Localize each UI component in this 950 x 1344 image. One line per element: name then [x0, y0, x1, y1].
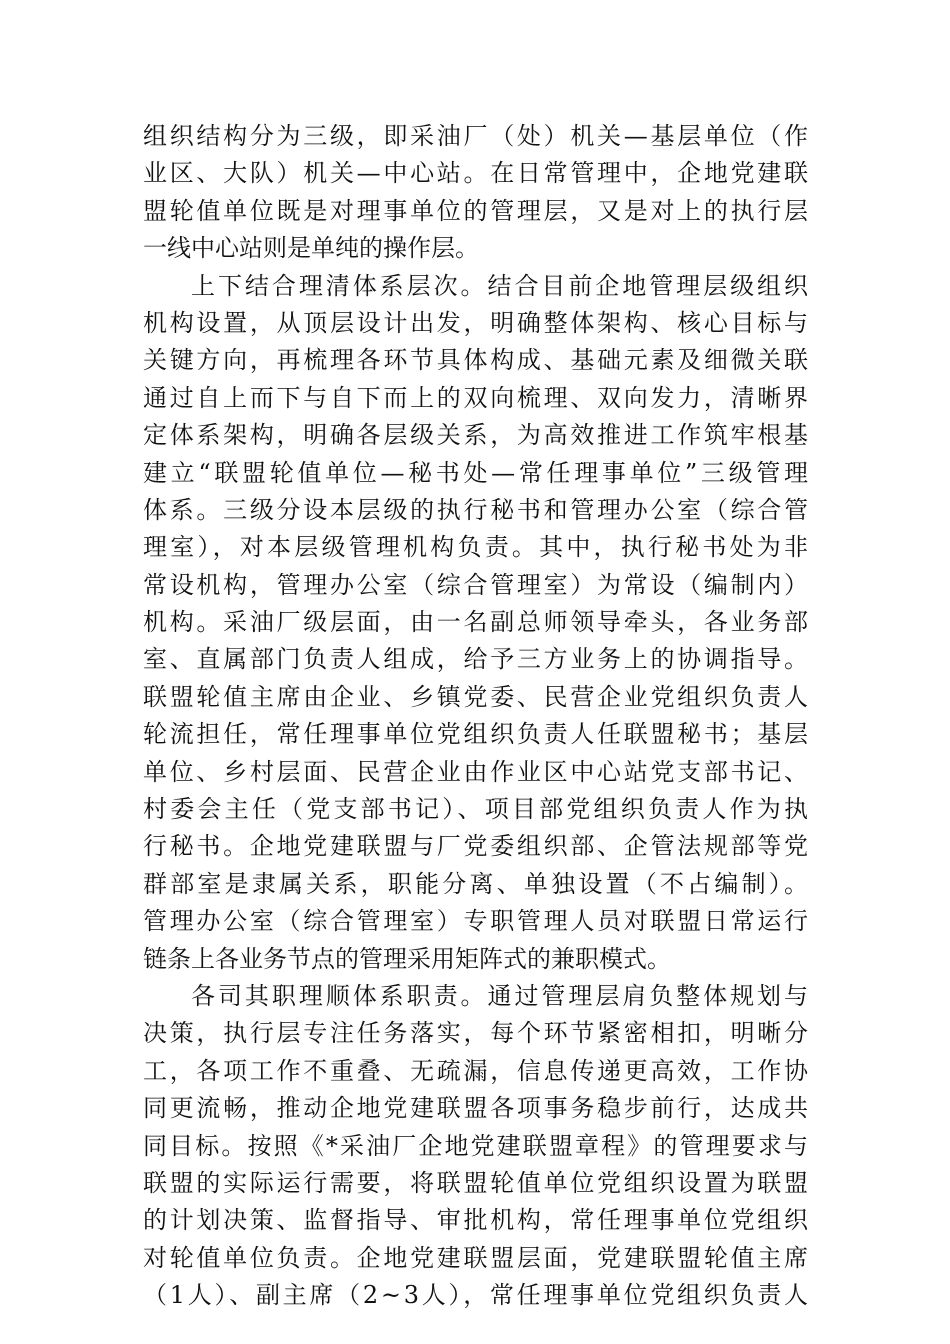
text-line: 理室），对本层级管理机构负责。其中，执行秘书处为非	[143, 533, 812, 562]
paragraph-first-line: 上下结合理清体系层次。结合目前企地管理层级组织	[191, 271, 811, 300]
text-line: 工，各项工作不重叠、无疏漏，信息传递更高效，工作协	[143, 1056, 811, 1085]
text-line: 决策，执行层专注任务落实，每个环节紧密相扣，明晰分	[143, 1019, 811, 1048]
text-line: 群部室是隶属关系，职能分离、单独设置（不占编制）。	[143, 869, 812, 898]
text-line: 一线中心站则是单纯的操作层。	[143, 234, 479, 263]
text-line: 同目标。按照《*采油厂企地党建联盟章程》的管理要求与	[143, 1131, 811, 1160]
text-line: 业区、大队）机关—中心站。在日常管理中，企地党建联	[143, 159, 811, 188]
text-line: 同更流畅，推动企地党建联盟各项事务稳步前行，达成共	[143, 1094, 811, 1123]
text-line: 单位、乡村层面、民营企业由作业区中心站党支部书记、	[143, 757, 811, 786]
text-line: 村委会主任（党支部书记）、项目部党组织负责人作为执	[143, 795, 812, 824]
text-line: 行秘书。企地党建联盟与厂党委组织部、企管法规部等党	[143, 832, 811, 861]
text-line: 室、直属部门负责人组成，给予三方业务上的协调指导。	[143, 645, 811, 674]
text-line: 组织结构分为三级，即采油厂（处）机关—基层单位（作	[143, 122, 811, 150]
text-line: 关键方向，再梳理各环节具体构成、基础元素及细微关联	[143, 346, 811, 375]
text-line: 对轮值单位负责。企地党建联盟层面，党建联盟轮值主席	[143, 1243, 811, 1272]
text-line: 常设机构，管理办公室（综合管理室）为常设（编制内）	[143, 570, 811, 599]
paragraph-first-line: 各司其职理顺体系职责。通过管理层肩负整体规划与	[191, 981, 811, 1010]
text-line: 管理办公室（综合管理室）专职管理人员对联盟日常运行	[143, 907, 811, 936]
text-line: 机构。采油厂级层面，由一名副总师领导牵头，各业务部	[143, 608, 811, 637]
text-line: 联盟轮值主席由企业、乡镇党委、民营企业党组织负责人	[143, 682, 811, 711]
text-line: 机构设置，从顶层设计出发，明确整体架构、核心目标与	[143, 308, 811, 337]
document-body	[143, 118, 812, 1315]
text-line: 的计划决策、监督指导、审批机构，常任理事单位党组织	[143, 1206, 811, 1235]
text-line: 定体系架构，明确各层级关系，为高效推进工作筑牢根基	[143, 421, 811, 450]
text-line: 体系。三级分设本层级的执行秘书和管理办公室（综合管	[143, 495, 811, 524]
text-line: 通过自上而下与自下而上的双向梳理、双向发力，清晰界	[143, 383, 811, 412]
text-line: 盟轮值单位既是对理事单位的管理层，又是对上的执行层	[143, 196, 811, 225]
text-line: （1人）、副主席（2~3人），常任理事单位党组织负责人	[143, 1281, 811, 1310]
text-line: 建立“联盟轮值单位—秘书处—常任理事单位”三级管理	[143, 458, 812, 487]
text-line: 联盟的实际运行需要，将联盟轮值单位党组织设置为联盟	[143, 1168, 811, 1197]
text-line: 链条上各业务节点的管理采用矩阵式的兼职模式。	[143, 944, 671, 973]
text-line: 轮流担任，常任理事单位党组织负责人任联盟秘书；基层	[143, 720, 811, 749]
